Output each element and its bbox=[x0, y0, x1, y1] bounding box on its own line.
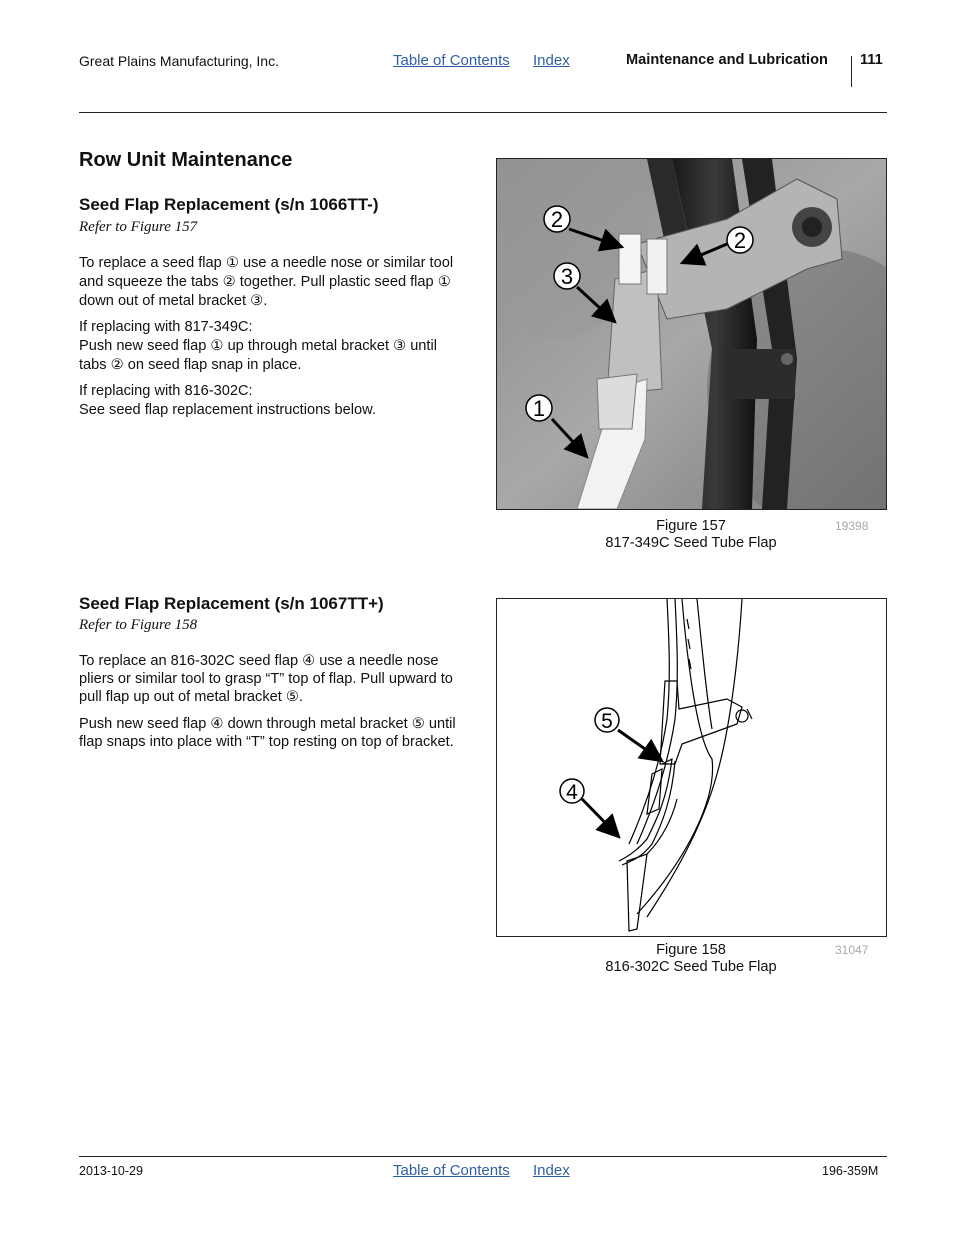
section2-p1: To replace an 816-302C seed flap ④ use a needle nose pliers or similar tool to grasp “T” top of flap. Pull upward to pull flap up out of metal bracket ⑤. bbox=[79, 653, 453, 705]
section1-p3-line2: See seed flap replacement instructions below. bbox=[79, 402, 376, 418]
page-number: 111 bbox=[860, 52, 883, 68]
section1-p2-line1: If replacing with 817-349C: bbox=[79, 319, 253, 335]
section1-body bbox=[79, 254, 467, 420]
section-name: Maintenance and Lubrication bbox=[626, 52, 828, 68]
section1-refer: Refer to Figure 157 bbox=[79, 219, 198, 235]
figure-157-caption-title: Figure 157 bbox=[656, 518, 726, 534]
section1-p2-line2: Push new seed flap ① up through metal bracket ③ until tabs ② on seed flap snap in place. bbox=[79, 338, 437, 373]
callout-157-a bbox=[544, 206, 570, 232]
page-title: Row Unit Maintenance bbox=[79, 149, 293, 171]
section1-p1: To replace a seed flap ① use a needle nose or similar tool and squeeze the tabs ② together. Pull plastic seed flap ① down out of metal bracket ③. bbox=[79, 255, 454, 309]
company-name: Great Plains Manufacturing, Inc. bbox=[79, 53, 279, 69]
figure-158-caption-title: Figure 158 bbox=[656, 942, 726, 958]
figure-158-drawing bbox=[496, 598, 887, 937]
callout-158-a bbox=[595, 708, 619, 733]
section1-heading: Seed Flap Replacement (s/n 1066TT-) bbox=[79, 195, 379, 214]
section2-heading: Seed Flap Replacement (s/n 1067TT+) bbox=[79, 594, 384, 613]
footer-rule bbox=[79, 1156, 887, 1157]
header-rule bbox=[79, 112, 887, 113]
index-link-header[interactable]: Index bbox=[533, 52, 570, 69]
figure-157-image-number: 19398 bbox=[835, 519, 869, 533]
callout-157-d bbox=[526, 395, 552, 421]
callout-157-a-label: 2 bbox=[550, 207, 564, 232]
section2-refer: Refer to Figure 158 bbox=[79, 617, 198, 633]
callout-158-b bbox=[560, 779, 584, 804]
callout-157-c-label: 3 bbox=[560, 264, 574, 289]
section2-body bbox=[79, 652, 469, 751]
header-divider bbox=[851, 56, 852, 87]
index-link-footer[interactable]: Index bbox=[533, 1162, 570, 1179]
figure-158-caption bbox=[596, 942, 786, 976]
section2-p2: Push new seed flap ④ down through metal bracket ⑤ until flap snaps into place with “T” top resting on top of bracket. bbox=[79, 716, 456, 750]
figure-158-image-number: 31047 bbox=[835, 943, 869, 957]
figure-157-photo bbox=[496, 158, 887, 510]
toc-link-footer[interactable]: Table of Contents bbox=[393, 1162, 510, 1179]
callout-158-a-label: 5 bbox=[601, 710, 613, 733]
figure-157-caption bbox=[596, 518, 786, 552]
toc-link-header[interactable]: Table of Contents bbox=[393, 52, 510, 69]
callout-157-b bbox=[727, 227, 753, 253]
footer-doc-number: 196-359M bbox=[822, 1164, 879, 1178]
callout-157-b-label: 2 bbox=[733, 228, 747, 253]
callout-157-c bbox=[554, 263, 580, 289]
figure-157-caption-desc: 817-349C Seed Tube Flap bbox=[605, 535, 777, 551]
footer-date: 2013-10-29 bbox=[79, 1164, 143, 1178]
figure-158-caption-desc: 816-302C Seed Tube Flap bbox=[605, 959, 777, 975]
callout-158-b-label: 4 bbox=[566, 781, 578, 804]
section1-p3-line1: If replacing with 816-302C: bbox=[79, 383, 253, 399]
callout-157-d-label: 1 bbox=[532, 396, 546, 421]
